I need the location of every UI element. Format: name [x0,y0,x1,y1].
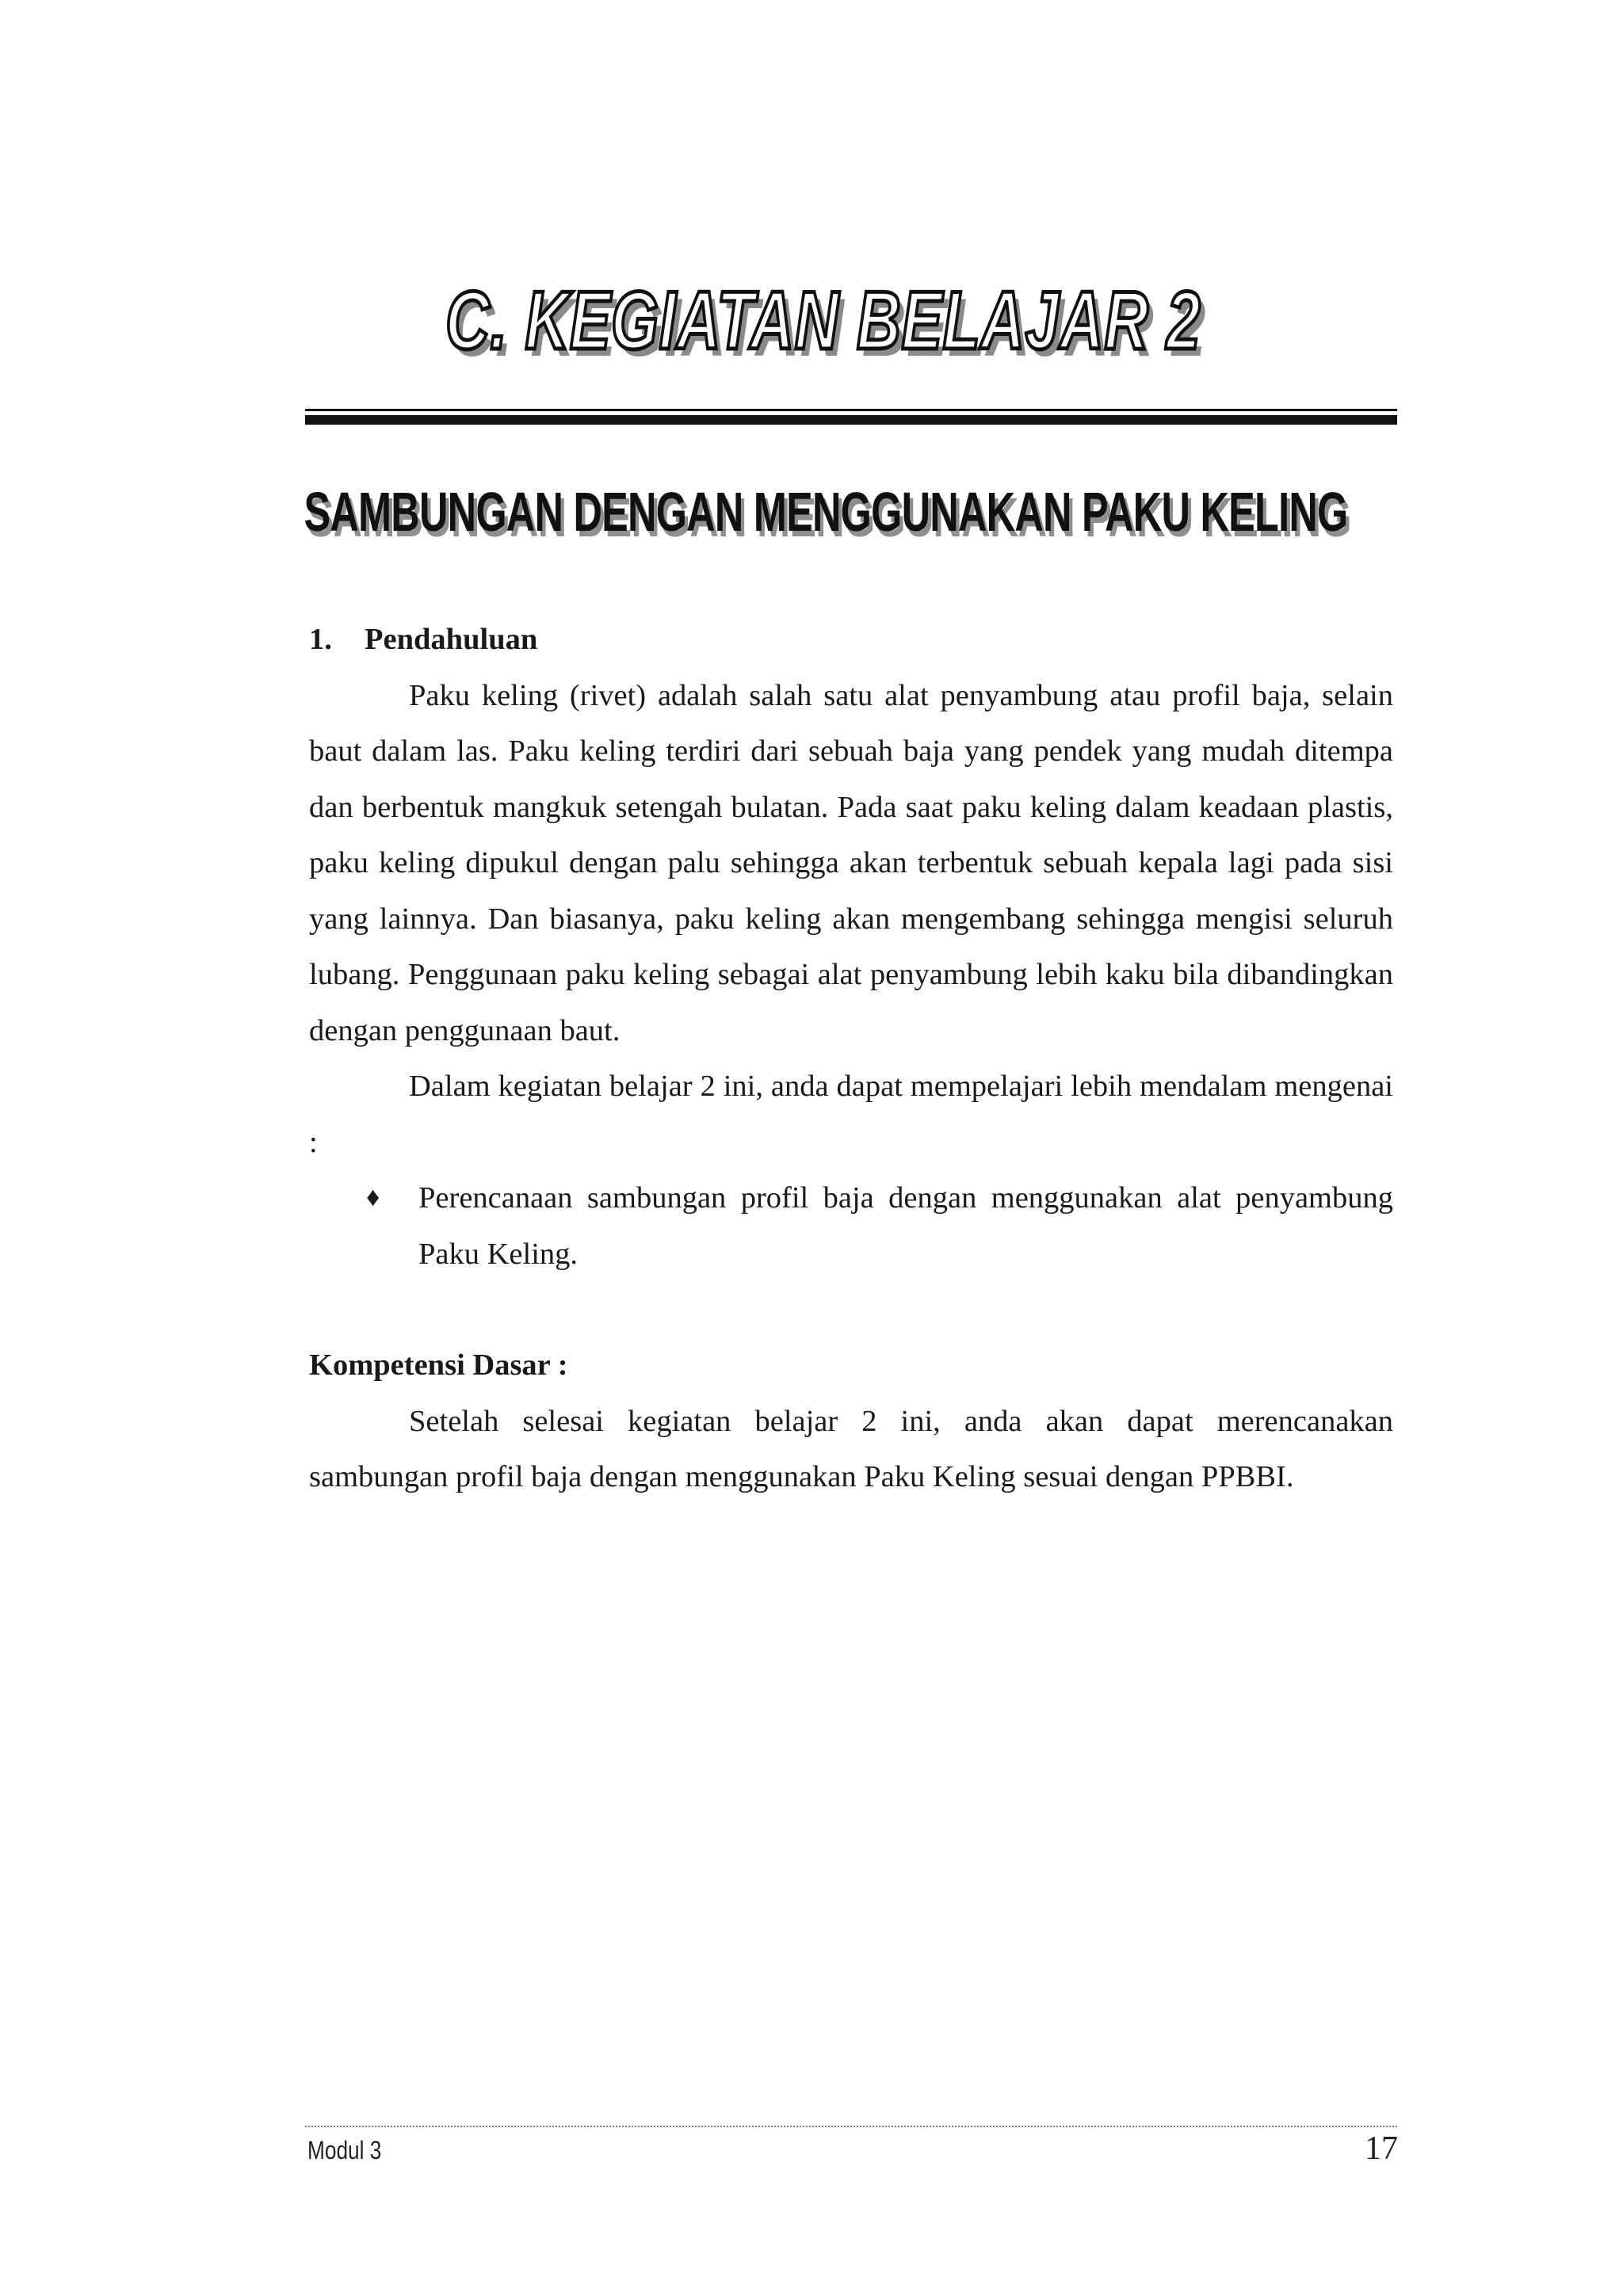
intro-paragraph-1: Paku keling (rivet) adalah salah satu alat penyambung atau profil baja, selain baut dalam las. Paku keling terdiri dari sebuah baja yang pendek yang mudah ditempa dan berbentuk mangkuk setengah bulatan. Pada saat paku keling dalam keadaan plastis, paku keling dipukul dengan palu sehingga akan terbentuk sebuah kepala lagi pada sisi yang lainnya. Dan biasanya, paku keling akan mengembang sehingga mengisi seluruh lubang. Penggunaan paku keling sebagai alat penyambung lebih kaku bila dibandingkan dengan penggunaan baut. [309,678,1393,1047]
title-rule-thick [305,415,1397,425]
intro-paragraph-2: Dalam kegiatan belajar 2 ini, anda dapat mempelajari lebih mendalam mengenai : [309,1070,1393,1159]
intro-heading [309,612,1393,668]
footer-page-number: 17 [1365,2130,1398,2167]
footer-module-label: Modul 3 [307,2136,382,2164]
bullet-item [309,1170,1393,1282]
body-content [309,612,1393,1505]
section-spacer [309,1282,1393,1337]
footer-rule [305,2126,1397,2127]
title-rule-thin [305,409,1397,411]
competency-paragraph: Setelah selesai kegiatan belajar 2 ini, anda akan dapat merencanakan sambungan profil baja dengan menggunakan Paku Keling sesuai dengan PPBBI. [309,1404,1393,1493]
chapter-title: C. KEGIATAN BELAJAR 2 [445,275,1201,367]
intro-heading-text: Pendahuluan [365,623,538,656]
bullet-item-text: Perencanaan sambungan profil baja dengan menggunakan alat penyambung Paku Keling. [418,1181,1393,1271]
diamond-bullet-icon: ♦ [366,1183,380,1212]
competency-heading: Kompetensi Dasar : [309,1348,568,1382]
section-title: SAMBUNGAN DENGAN MENGGUNAKAN PAKU KELING [304,481,1348,543]
intro-heading-number: 1. [309,623,332,656]
